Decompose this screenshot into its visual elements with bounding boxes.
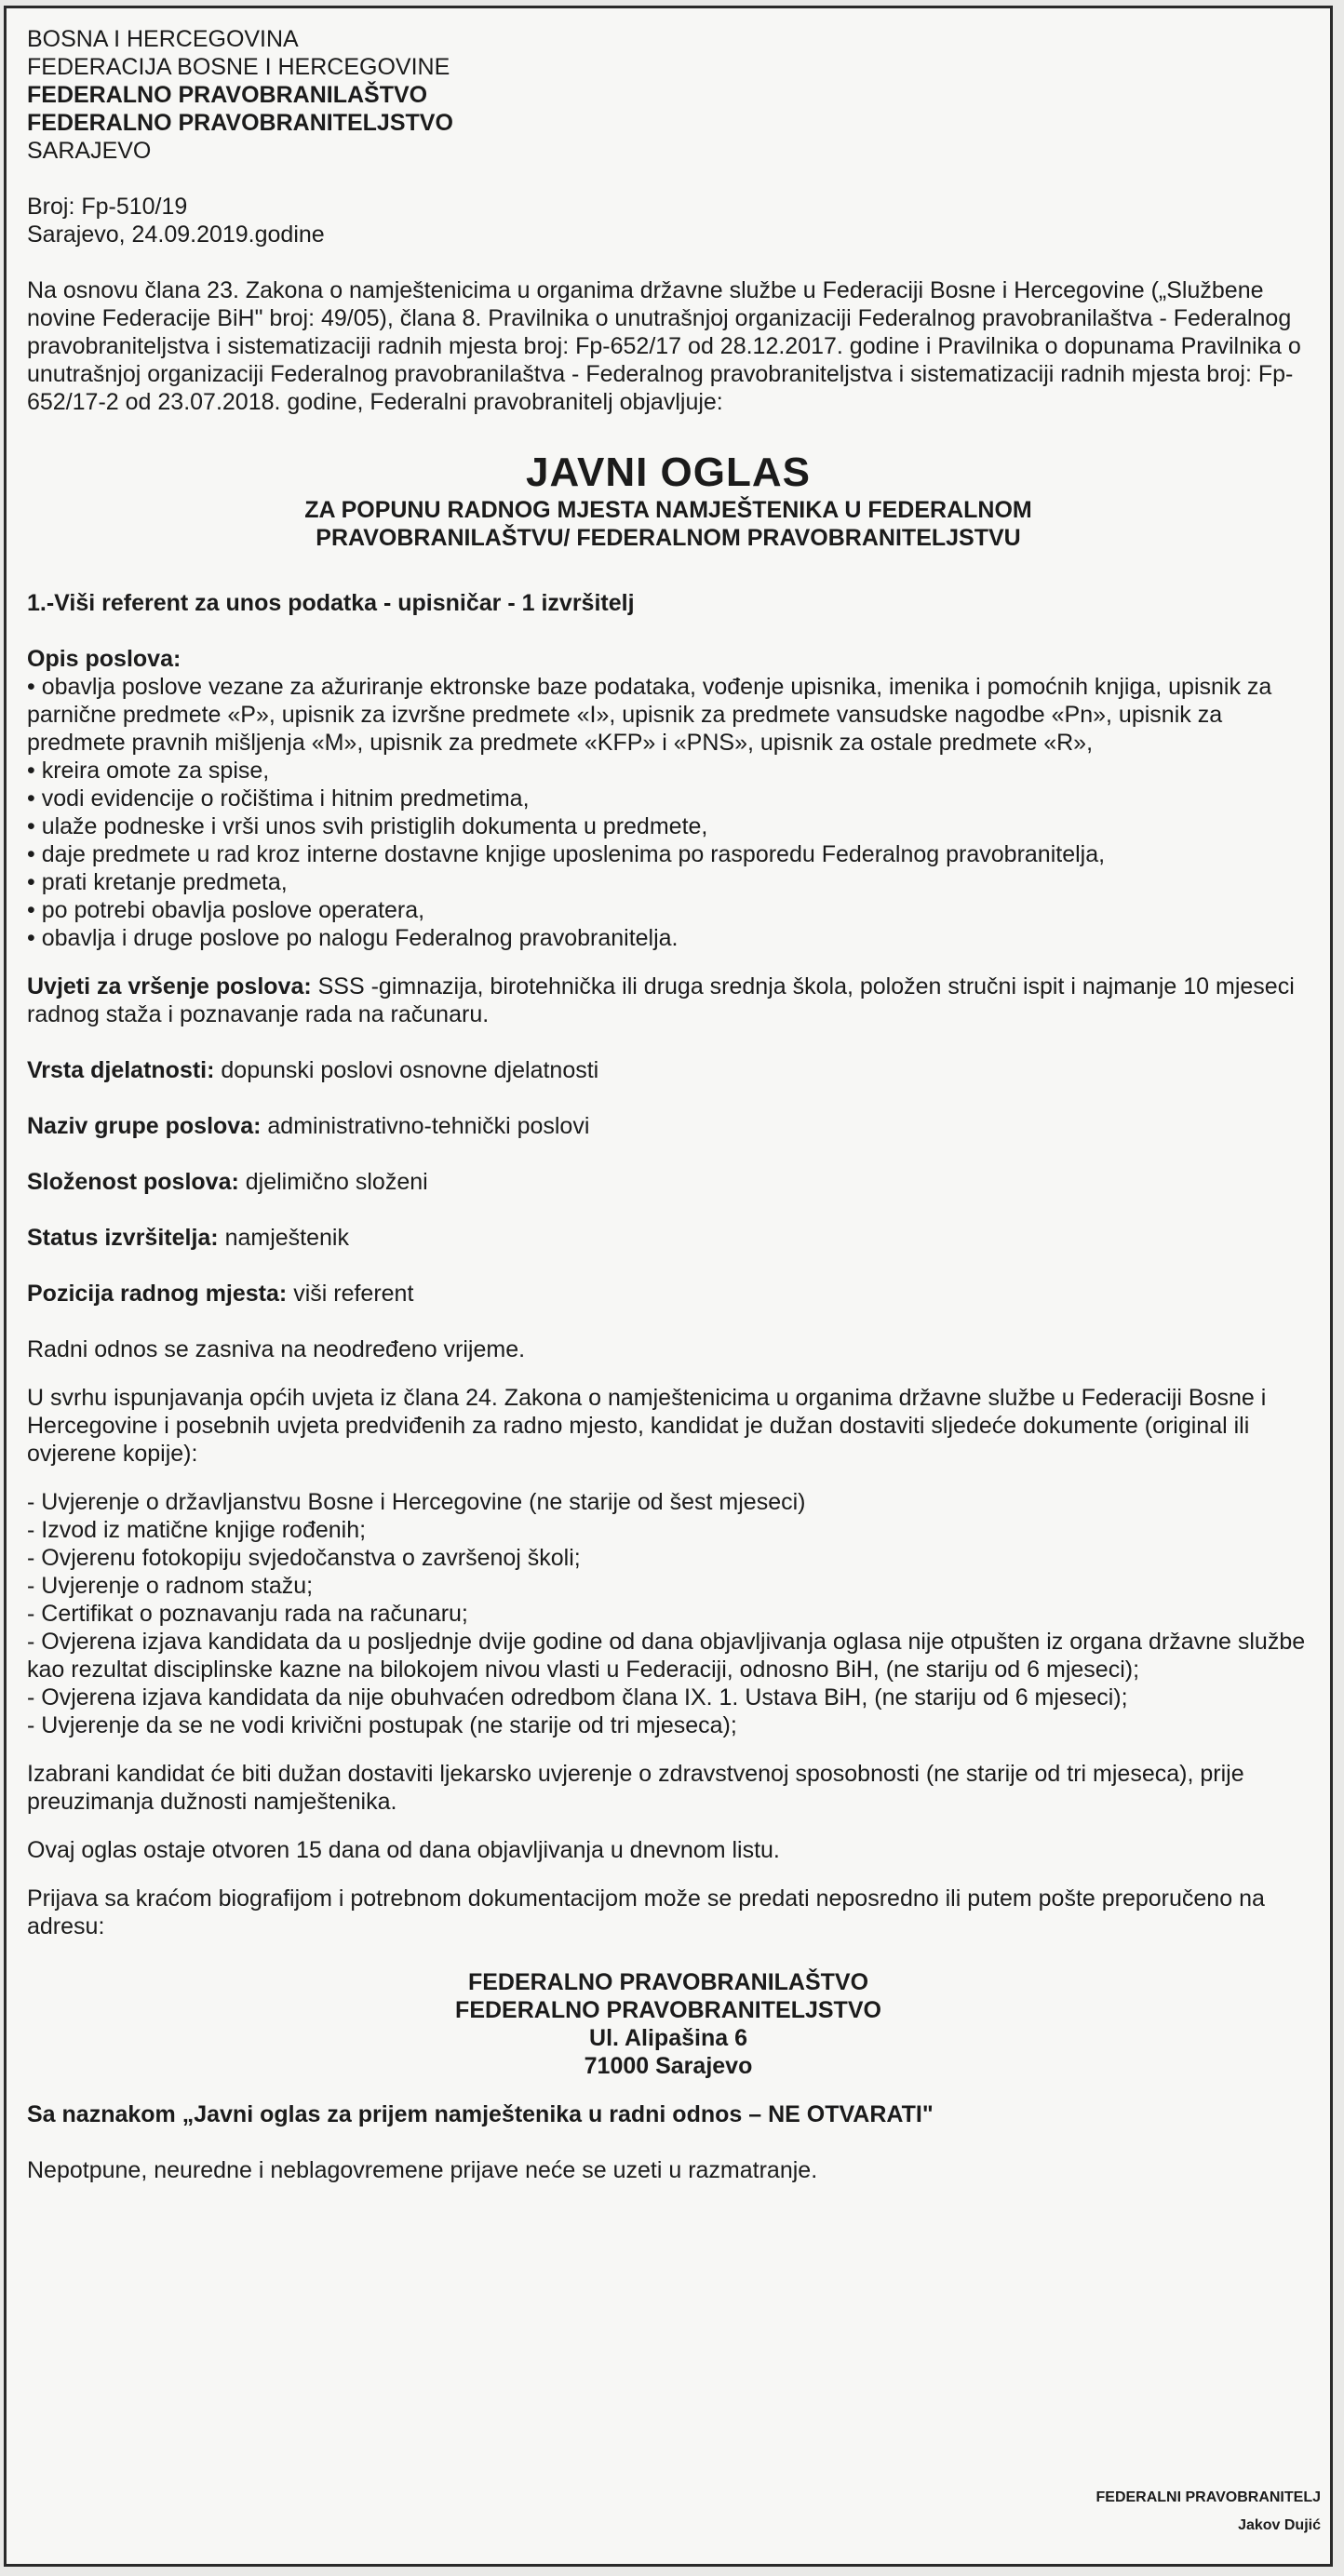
employment-line: Radni odnos se zasniva na neodređeno vrijeme. xyxy=(27,1336,526,1362)
document-item: - Uvjerenje da se ne vodi krivični postupak (ne starije od tri mjeseca); xyxy=(27,1712,737,1738)
duties-label: Opis poslova: xyxy=(27,646,181,672)
reference-date: Sarajevo, 24.09.2019.godine xyxy=(27,221,325,248)
submission-paragraph: Prijava sa kraćom biografijom i potrebnom dokumentacijom može se predati neposredno ili putem pošte preporučeno na adresu: xyxy=(27,1885,1265,1939)
duty-item: • obavlja poslove vezane za ažuriranje ektronske baze podataka, vođenje upisnika, imenika i pomoćnih knjiga, upisnik za parničnе predmete «P», upisnik za izvršne predmete «I», upisnik za predmete vansudske nagodbe «Pn», upisnik za predmete pravnih mišljenja «M», upisnik za predmete «KFP» i «PNS», upisnik za ostale predmete «R», xyxy=(27,674,1272,756)
announcement-subtitle-2: PRAVOBRANILAŠTVU/ FEDERALNOM PRAVOBRANITELJSTVU xyxy=(316,525,1021,551)
duty-item: • vodi evidencije o ročištima i hitnim predmetima, xyxy=(27,785,530,812)
group-line xyxy=(27,1112,1310,1140)
announcement-content xyxy=(27,25,1310,2184)
complexity-label: Složenost poslova: xyxy=(27,1169,239,1195)
medical-paragraph: Izabrani kandidat će biti dužan dostaviti ljekarsko uvjerenje o zdravstvenoj sposobnosti (ne starije od tri mjeseca), prije preuzimanja dužnosti namještenika. xyxy=(27,1761,1244,1815)
announcement-title: JAVNI OGLAS xyxy=(525,449,811,495)
duty-item: • daje predmete u rad kroz interne dostavne knjige uposlenima po rasporedu Federalnog pravobranitelja, xyxy=(27,841,1106,867)
signature-block xyxy=(1096,2484,1322,2540)
duty-item: • po potrebi obavlja poslove operatera, xyxy=(27,897,425,923)
group-label: Naziv grupe poslova: xyxy=(27,1113,262,1139)
conditions-label: Uvjeti za vršenje poslova: xyxy=(27,973,312,1000)
conditions-paragraph xyxy=(27,973,1310,1028)
reference-number: Broj: Fp-510/19 xyxy=(27,194,188,220)
duties-section xyxy=(27,645,1310,952)
address-line-1: FEDERALNO PRAVOBRANILAŠTVO xyxy=(467,1969,869,1995)
address-line-2: FEDERALNO PRAVOBRANITELJSTVO xyxy=(455,1997,881,2023)
header-federation: FEDERACIJA BOSNE I HERCEGOVINE xyxy=(27,54,450,80)
document-item: - Uvjerenje o radnom stažu; xyxy=(27,1573,314,1599)
activity-line xyxy=(27,1056,1310,1084)
document-item: - Ovjerena izjava kandidata da u posljednje dvije godine od dana objavljivanja oglasa nije otpušten iz organa državne službe kao rezultat disciplinske kazne na bilokojem nivou vlasti u Federaciji, odnosno BiH, (ne stariju od 6 mjeseci); xyxy=(27,1629,1306,1683)
announcement-subtitle-1: ZA POPUNU RADNOG MJESTA NAMJEŠTENIKA U FEDERALNOM xyxy=(304,497,1032,523)
activity-label: Vrsta djelatnosti: xyxy=(27,1057,215,1083)
position-title: 1.-Viši referent za unos podatka - upisničar - 1 izvršitelj xyxy=(27,590,635,616)
reference-block xyxy=(27,193,1310,248)
header-city: SARAJEVO xyxy=(27,138,152,164)
duty-item: • kreira omote za spise, xyxy=(27,758,270,784)
open-period-line: Ovaj oglas ostaje otvoren 15 dana od dana objavljivanja u dnevnom listu. xyxy=(27,1837,780,1863)
rank-line xyxy=(27,1280,1310,1308)
document-item: - Certifikat o poznavanju rada na računaru; xyxy=(27,1601,468,1627)
signature-title: FEDERALNI PRAVOBRANITELJ xyxy=(1095,2489,1321,2505)
duties-list xyxy=(27,673,1310,952)
address-postal: 71000 Sarajevo xyxy=(584,2053,753,2079)
general-conditions-paragraph: U svrhu ispunjavanja općih uvjeta iz člana 24. Zakona o namještenicima u organima državne službe u Federaciji Bosne i Hercegovine i posebnih uvjeta predviđenih za radno mjesto, kandidat je dužan dostaviti sljedeće dokumente (original ili ovjerene kopije): xyxy=(27,1385,1267,1467)
incomplete-notice: Nepotpune, neuredne i neblagovremene prijave neće se uzeti u razmatranje. xyxy=(27,2157,818,2183)
document-item: - Uvjerenje o državljanstvu Bosne i Hercegovine (ne starije od šest mjeseci) xyxy=(27,1489,806,1515)
group-text: administrativno-tehnički poslovi xyxy=(261,1113,590,1139)
institution-header xyxy=(27,25,1310,165)
signature-name: Jakov Dujić xyxy=(1238,2517,1321,2533)
intro-paragraph: Na osnovu člana 23. Zakona o namještenicima u organima državne službe u Federaciji Bosne i Hercegovine („Službene novine Federacije BiH" broj: 49/05), člana 8. Pravilnika o unutrašnjoj organizaciji Federalnog pravobranilaštva - Federalnog pravobraniteljstva i sistematizaciji radnih mjesta broj: Fp-652/17 od 28.12.2017. godine i Pravilnika o dopunama Pravilnika o unutrašnjoj organizaciji Federalnog pravobranilaštva - Federalnog pravobraniteljstva i sistematizaciji radnih mjesta broj: Fp-652/17-2 od 23.07.2018. godine, Federalni pravobranitelj objavljuje: xyxy=(27,277,1301,415)
announcement-page xyxy=(4,6,1333,2567)
duty-item: • prati kretanje predmeta, xyxy=(27,869,288,895)
status-label: Status izvršitelja: xyxy=(27,1225,219,1251)
address-block xyxy=(27,1968,1310,2080)
rank-label: Pozicija radnog mjesta: xyxy=(27,1281,288,1307)
complexity-text: djelimično složeni xyxy=(238,1169,428,1195)
rank-text: viši referent xyxy=(287,1281,414,1307)
document-item: - Ovjerenu fotokopiju svjedočanstva o završenoj školi; xyxy=(27,1545,581,1571)
status-line xyxy=(27,1224,1310,1252)
status-text: namještenik xyxy=(218,1225,349,1251)
documents-list xyxy=(27,1488,1310,1739)
complexity-line xyxy=(27,1168,1310,1196)
address-street: Ul. Alipašina 6 xyxy=(589,2025,747,2051)
document-item: - Izvod iz matične knjige rođenih; xyxy=(27,1517,367,1543)
marking-line: Sa naznakom „Javni oglas za prijem namještenika u radni odnos – NE OTVARATI" xyxy=(27,2101,934,2127)
conditions-text: SSS -gimnazija, birotehnička ili druga srednja škola, položen stručni ispit i najmanje 10 mjeseci radnog staža i poznavanje rada na računaru. xyxy=(27,973,1295,1027)
header-institution-2: FEDERALNO PRAVOBRANITELJSTVO xyxy=(27,110,453,136)
duty-item: • obavlja i druge poslove po nalogu Federalnog pravobranitelja. xyxy=(27,925,679,951)
document-item: - Ovjerena izjava kandidata da nije obuhvaćen odredbom člana IX. 1. Ustava BiH, (ne stariju od 6 mjeseci); xyxy=(27,1684,1128,1711)
header-institution-1: FEDERALNO PRAVOBRANILAŠTVO xyxy=(27,82,428,108)
activity-text: dopunski poslovi osnovne djelatnosti xyxy=(214,1057,599,1083)
header-country: BOSNA I HERCEGOVINA xyxy=(27,26,299,52)
duty-item: • ulaže podneske i vrši unos svih pristiglih dokumenta u predmete, xyxy=(27,813,708,839)
